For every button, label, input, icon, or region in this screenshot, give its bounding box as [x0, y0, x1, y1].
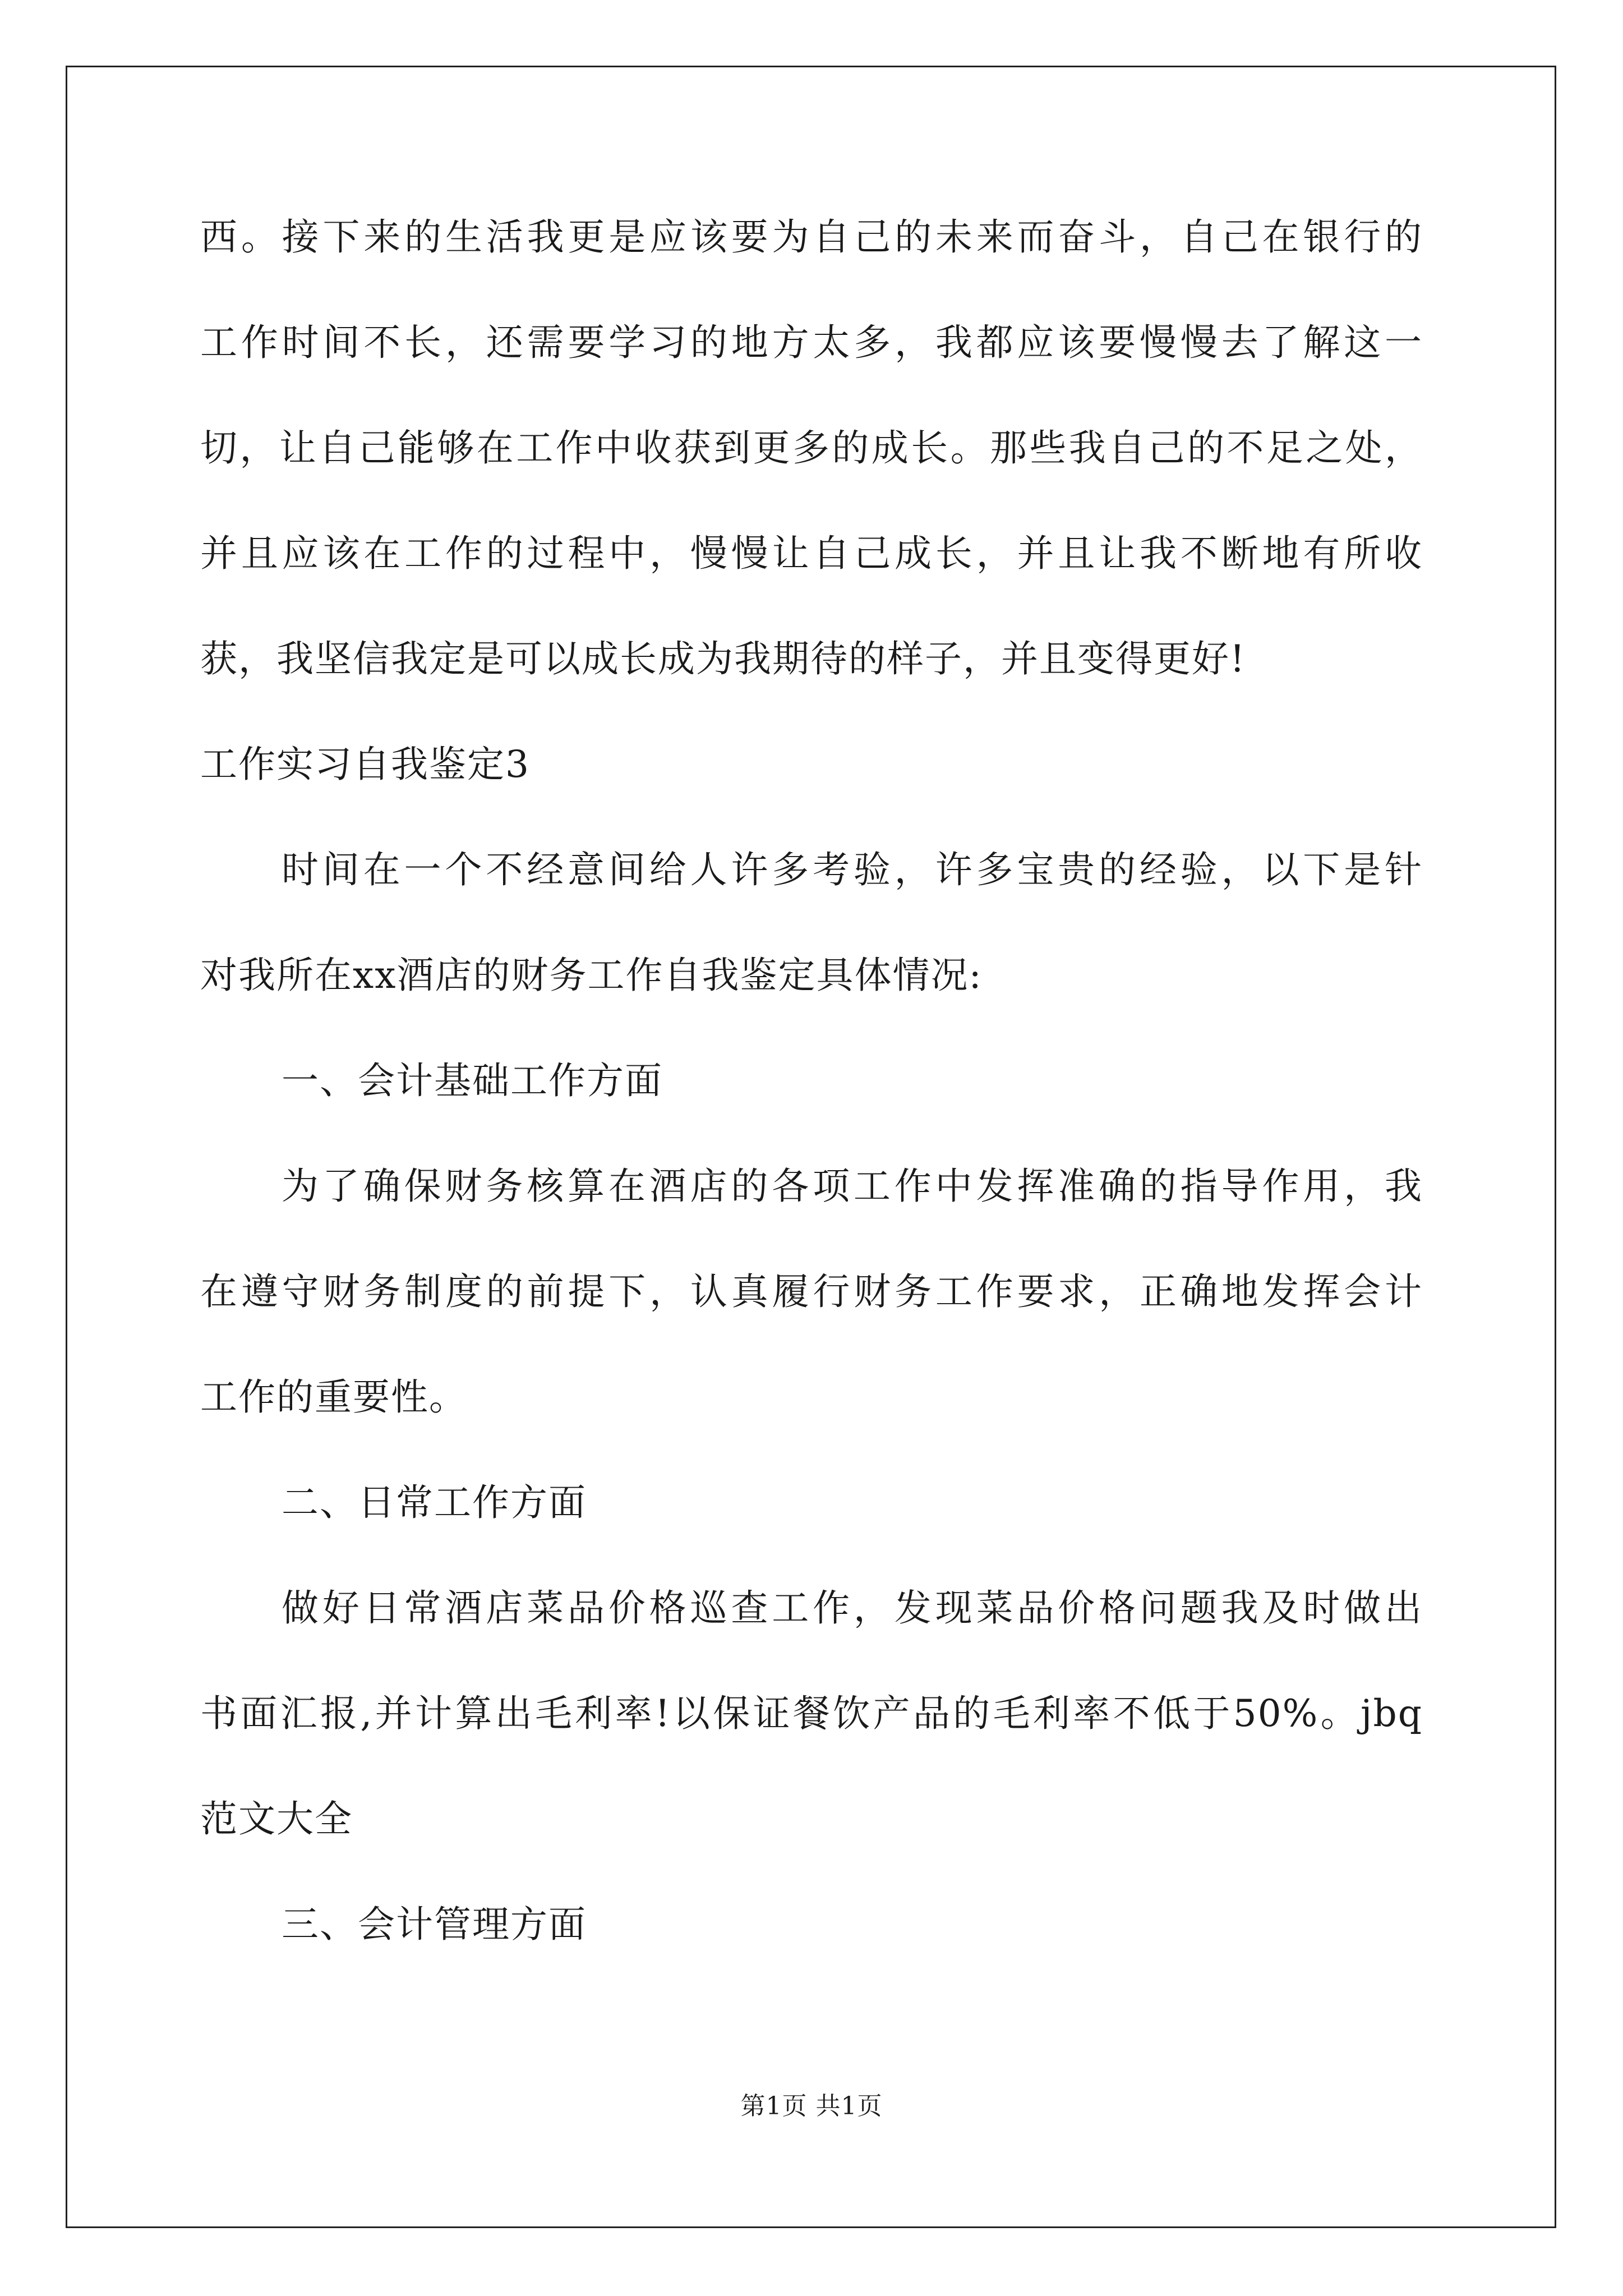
body-text-line: 时间在一个不经意间给人许多考验，许多宝贵的经验，以下是针: [282, 848, 1423, 891]
subsection-heading: 一、会计基础工作方面: [282, 1059, 663, 1102]
subsection-heading: 二、日常工作方面: [282, 1481, 587, 1524]
body-text-line: 做好日常酒店菜品价格巡查工作，发现菜品价格问题我及时做出: [282, 1586, 1423, 1630]
body-text-line: 西。接下来的生活我更是应该要为自己的未来而奋斗，自己在银行的: [200, 215, 1423, 259]
body-text-line: 并且应该在工作的过程中，慢慢让自己成长，并且让我不断地有所收: [200, 532, 1423, 575]
body-text-line: 为了确保财务核算在酒店的各项工作中发挥准确的指导作用，我: [282, 1165, 1423, 1208]
subsection-heading: 三、会计管理方面: [282, 1903, 587, 1946]
section-heading: 工作实习自我鉴定3: [200, 743, 530, 786]
body-text-line: 切，让自己能够在工作中收获到更多的成长。那些我自己的不足之处，: [200, 426, 1423, 470]
body-text-line: 范文大全: [200, 1797, 353, 1841]
body-text-line: 书面汇报,并计算出毛利率!以保证餐饮产品的毛利率不低于50%。jbq: [200, 1692, 1423, 1735]
body-text-line: 获，我坚信我定是可以成长成为我期待的样子，并且变得更好!: [200, 637, 1246, 680]
body-text-line: 工作的重要性。: [200, 1375, 467, 1419]
page-footer: 第1页 共1页: [740, 2092, 883, 2120]
body-text-line: 对我所在xx酒店的财务工作自我鉴定具体情况:: [200, 954, 983, 997]
body-text-line: 工作时间不长，还需要学习的地方太多，我都应该要慢慢去了解这一: [200, 321, 1423, 364]
body-text-line: 在遵守财务制度的前提下，认真履行财务工作要求，正确地发挥会计: [200, 1270, 1423, 1313]
